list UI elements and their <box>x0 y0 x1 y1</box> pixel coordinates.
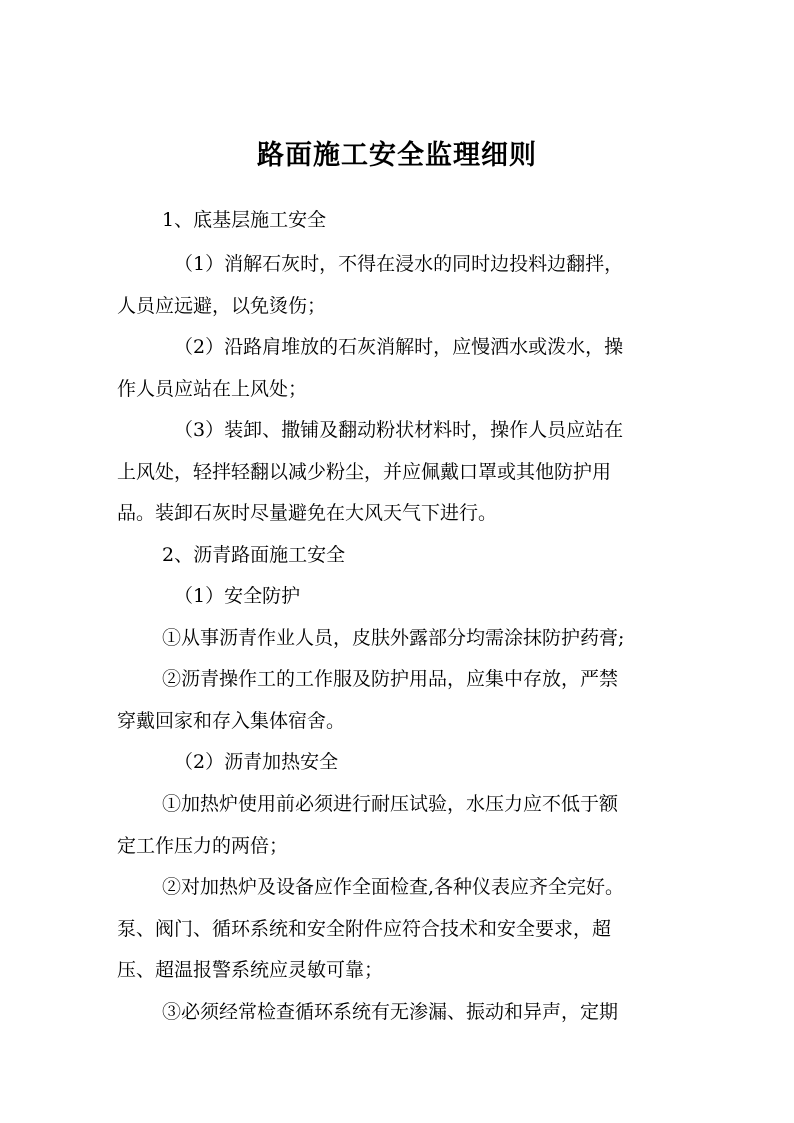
paragraph-line: 人员应远避，以免烫伤； <box>117 295 327 317</box>
paragraph-line: 作人员应站在上风处； <box>117 378 308 400</box>
section-heading-1: 1、底基层施工安全 <box>162 209 327 231</box>
paragraph-line: 上风处，轻拌轻翻以减少粉尘，并应佩戴口罩或其他防护用 <box>117 461 612 483</box>
paragraph-line: （3）装卸、撒铺及翻动粉状材料时，操作人员应站在 <box>174 419 624 441</box>
subsection-heading: （1）安全防护 <box>174 585 301 607</box>
paragraph-line: （2）沿路肩堆放的石灰消解时，应慢洒水或泼水，操 <box>174 336 624 358</box>
paragraph-line: ①从事沥青作业人员，皮肤外露部分均需涂抹防护药膏; <box>162 627 625 649</box>
paragraph-line: 品。装卸石灰时尽量避免在大风天气下进行。 <box>117 502 498 524</box>
paragraph-line: 穿戴回家和存入集体宿舍。 <box>117 710 346 732</box>
paragraph-line: ③必须经常检查循环系统有无渗漏、振动和异声，定期 <box>162 1001 619 1023</box>
subsection-heading: （2）沥青加热安全 <box>174 751 339 773</box>
paragraph-line: 泵、阀门、循环系统和安全附件应符合技术和安全要求，超 <box>117 918 612 940</box>
paragraph-line: ②沥青操作工的工作服及防护用品，应集中存放，严禁 <box>162 668 619 690</box>
paragraph-line: 定工作压力的两倍； <box>117 835 289 857</box>
paragraph-line: ①加热炉使用前必须进行耐压试验，水压力应不低于额 <box>162 793 619 815</box>
section-heading-2: 2、沥青路面施工安全 <box>162 544 346 566</box>
paragraph-line: ②对加热炉及设备应作全面检查,各种仪表应齐全完好。 <box>162 876 625 898</box>
paragraph-line: （1）消解石灰时，不得在浸水的同时边投料边翻拌， <box>174 253 624 275</box>
document-title: 路面施工安全监理细则 <box>257 140 537 171</box>
paragraph-line: 压、超温报警系统应灵敏可靠； <box>117 959 384 981</box>
